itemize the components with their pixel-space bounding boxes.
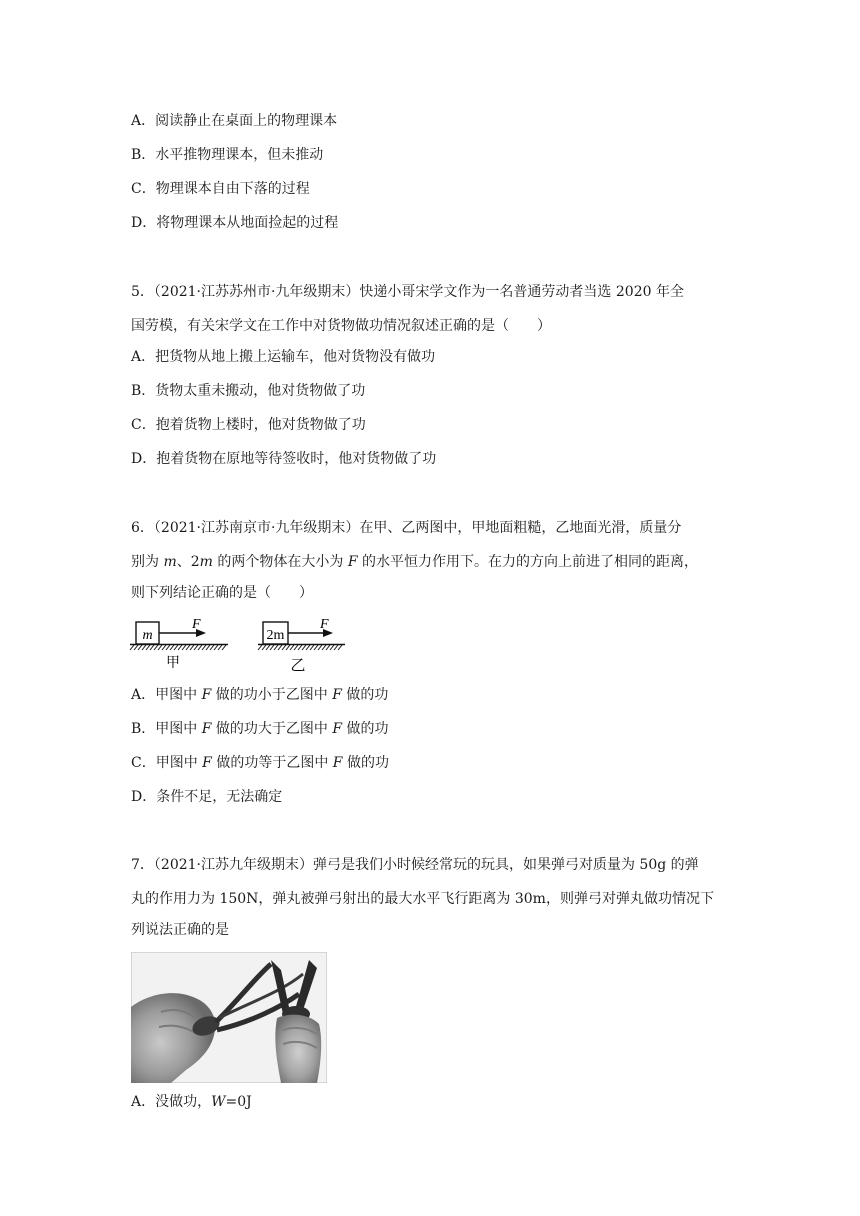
q6-stem-line2: 别为 m、2m 的两个物体在大小为 F 的水平恒力作用下。在力的方向上前进了相同的距离， — [131, 554, 699, 570]
ground-hatch — [158, 645, 162, 650]
block-2m-label: 2m — [266, 628, 285, 643]
ground-hatch — [198, 645, 202, 650]
q6-option-d: D．条件不足，无法确定 — [131, 789, 283, 805]
diagram-jia — [130, 617, 228, 671]
q6-option-a: A．甲图中 F 做的功小于乙图中 F 做的功 — [131, 687, 389, 703]
ground-hatch — [194, 645, 198, 650]
ground-hatch — [274, 645, 278, 650]
ground-hatch — [334, 645, 338, 650]
q7-stem-line2: 丸的作用力为 150N，弹丸被弹弓射出的最大水平飞行距离为 30m，则弹弓对弹丸做功情况下 — [131, 891, 714, 907]
ground-hatch — [162, 645, 166, 650]
ground-hatch — [318, 645, 322, 650]
q7-stem-line1: 7．（2021·江苏九年级期末）弹弓是我们小时候经常玩的玩具，如果弹弓对质量为 50g 的弹 — [131, 857, 699, 873]
q6-stem-line3: 则下列结论正确的是（ ） — [131, 585, 313, 601]
q6-option-b: B．甲图中 F 做的功大于乙图中 F 做的功 — [131, 721, 389, 737]
ground-hatch — [134, 645, 138, 650]
ground-hatch — [326, 645, 330, 650]
ground-hatch — [170, 645, 174, 650]
q5-option-d: D．抱着货物在原地等待签收时，他对货物做了功 — [131, 451, 437, 467]
ground-hatch — [210, 645, 214, 650]
ground-hatch — [150, 645, 154, 650]
q6-force-diagram — [128, 614, 350, 676]
ground-hatch — [138, 645, 142, 650]
q6-option-c: C．甲图中 F 做的功等于乙图中 F 做的功 — [131, 755, 389, 771]
q6-stem-line1: 6．（2021·江苏南京市·九年级期末）在甲、乙两图中，甲地面粗糙，乙地面光滑，质量分 — [131, 520, 682, 536]
ground-hatch — [190, 645, 194, 650]
block-m-label: m — [142, 628, 153, 643]
caption-yi: 乙 — [290, 656, 306, 674]
ground-hatch — [182, 645, 186, 650]
ground-hatch — [202, 645, 206, 650]
ground-hatch — [262, 645, 266, 650]
q4-option-d: D．将物理课本从地面捡起的过程 — [131, 215, 339, 231]
slingshot-photo — [131, 952, 327, 1083]
ground-hatch — [338, 645, 342, 650]
force-label-left: F — [192, 617, 201, 632]
ground-hatch — [166, 645, 170, 650]
ground-hatch — [222, 645, 226, 650]
q5-option-c: C．抱着货物上楼时，他对货物做了功 — [131, 417, 366, 433]
q7-option-a: A．没做功，W=0J — [131, 1094, 252, 1110]
ground-hatch — [142, 645, 146, 650]
caption-jia: 甲 — [166, 655, 180, 671]
q4-option-c: C．物理课本自由下落的过程 — [131, 181, 310, 197]
ground-hatch — [174, 645, 178, 650]
q5-stem-line1: 5．（2021·江苏苏州市·九年级期末）快递小哥宋学文作为一名普通劳动者当选 2020 年全 — [131, 284, 684, 300]
ground-hatch — [178, 645, 182, 650]
diagram-yi — [258, 617, 345, 674]
force-label-right: F — [320, 617, 329, 632]
q5-stem-line2: 国劳模，有关宋学文在工作中对货物做功情况叙述正确的是（ ） — [131, 318, 551, 334]
ground-hatch — [306, 645, 310, 650]
ground-hatch — [294, 645, 298, 650]
ground-hatch — [322, 645, 326, 650]
ground-hatch — [154, 645, 158, 650]
ground-hatch — [290, 645, 294, 650]
ground-hatch — [330, 645, 334, 650]
ground-hatch — [214, 645, 218, 650]
ground-hatch — [146, 645, 150, 650]
ground-hatch — [130, 645, 134, 650]
ground-hatch — [266, 645, 270, 650]
q7-stem-line3: 列说法正确的是 — [131, 922, 229, 938]
q4-option-b: B．水平推物理课本，但未推动 — [131, 147, 324, 163]
ground-hatch — [302, 645, 306, 650]
q5-option-b: B．货物太重未搬动，他对货物做了功 — [131, 383, 366, 399]
ground-hatch — [278, 645, 282, 650]
ground-hatch — [218, 645, 222, 650]
ground-hatch — [286, 645, 290, 650]
ground-hatch — [298, 645, 302, 650]
ground-hatch — [282, 645, 286, 650]
ground-hatch — [310, 645, 314, 650]
ground-hatch — [186, 645, 190, 650]
q5-option-a: A．把货物从地上搬上运输车，他对货物没有做功 — [131, 349, 436, 365]
q4-option-a: A．阅读静止在桌面上的物理课本 — [131, 113, 338, 129]
ground-hatch — [314, 645, 318, 650]
ground-hatch — [206, 645, 210, 650]
ground-hatch — [270, 645, 274, 650]
ground-hatch — [258, 645, 262, 650]
